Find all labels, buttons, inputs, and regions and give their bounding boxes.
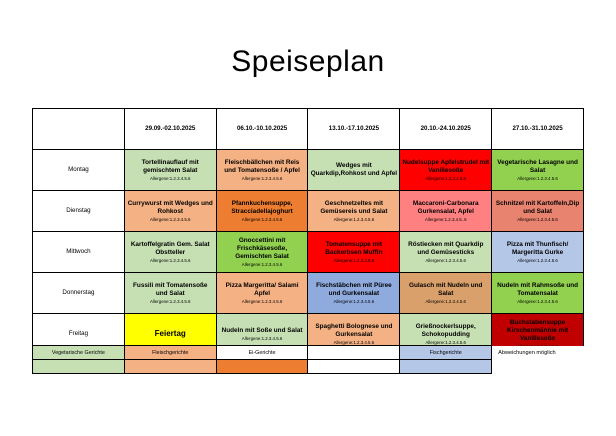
menu-cell-montag-w1 xyxy=(124,150,216,191)
allergens: Allergene:1.2.3.4.5.6 xyxy=(333,216,375,222)
dish-name: Gulasch mit Nudeln und Salat xyxy=(408,281,483,297)
day-label-mittwoch: Mittwoch xyxy=(33,232,125,273)
dish-name: Tortellinauflauf mit gemischtem Salat xyxy=(141,158,199,174)
allergens: Allergene:1.2.3.4.5.6 xyxy=(333,339,375,345)
dish-name: Maccaroni-Carbonara Gurkensalat, Apfel xyxy=(412,199,479,215)
allergens: Allergene:1.2.3.4.5.6 xyxy=(149,257,191,263)
allergens: Allergene:1.2.3.4.5.6 xyxy=(425,175,466,181)
header-blank-cell xyxy=(33,109,125,150)
legend-swatch-vegetarisch xyxy=(33,360,125,374)
dish-name: Schnitzel mit Kartoffeln,Dip und Salat xyxy=(495,199,580,215)
allergens: Allergene:1.2.3.4.5..6 xyxy=(424,216,467,222)
dish-name: Nudeln mit Rahmsoße und Tomatensalat xyxy=(497,281,579,297)
table-row xyxy=(33,150,584,191)
table-row xyxy=(33,191,584,232)
dish-name: Vegetarische Lasagne und Salat xyxy=(497,158,578,174)
day-label-dienstag: Dienstag xyxy=(33,191,125,232)
table-header-row xyxy=(33,109,584,150)
header-week-5: 27.10.-31.10.2025 xyxy=(492,109,584,150)
allergens: Allergene:1.2.3.4.5.6 xyxy=(149,175,191,181)
dish-name: Grießnockerlsuppe, Schokopudding xyxy=(415,322,476,338)
dish-name: Fischstäbchen mit Püree und Gurkensalat xyxy=(316,281,392,297)
legend-vegetarisch: Vegetarische Gerichte xyxy=(33,346,125,360)
legend-swatch-empty xyxy=(308,360,400,374)
allergens: Allergene:1.2.3.4.5.6 xyxy=(333,257,375,263)
menu-cell-dienstag-w4 xyxy=(400,191,492,232)
allergens: Allergene:1.2.3.4.5.6 xyxy=(425,257,466,263)
menu-cell-dienstag-w1 xyxy=(124,191,216,232)
dish-name: Geschnetzeltes mit Gemüsereis und Salat xyxy=(320,199,388,215)
dish-name: Pizza mit Thunfisch/ Margeritta Gurke xyxy=(506,240,569,256)
allergens: Allergene:1.2.3.4.5.6 xyxy=(241,261,283,267)
dish-name: Kartoffelgratin Gem. Salat Obstteller xyxy=(130,240,210,256)
menu-cell-mittwoch-w3 xyxy=(308,232,400,273)
dish-name: Tomatensuppe mit Backerbsen Muffin xyxy=(325,240,383,256)
menu-cell-donnerstag-w3 xyxy=(308,273,400,314)
allergens: Allergene:1.2.3.4.5.6 xyxy=(517,216,558,222)
dish-name: Fussili mit Tomatensoße und Salat xyxy=(133,281,208,297)
allergens: Allergene:1.2.3.4.5.6 xyxy=(425,339,466,345)
menu-cell-donnerstag-w2 xyxy=(216,273,308,314)
allergens: Allergene:1.2.3.4.5.6 xyxy=(241,298,283,304)
menu-cell-donnerstag-w5 xyxy=(492,273,584,314)
dish-name: Nudelsuppe Apfelstrudel mit Vanillesoße xyxy=(402,158,490,174)
allergens: Allergene:1.2.3.4.5.6 xyxy=(241,216,283,222)
dish-name: Buchstabensuppe Kirschenmännie mit Vanillesoße xyxy=(507,318,569,342)
header-week-4: 20.10.-24.10.2025 xyxy=(400,109,492,150)
dish-name: Feiertag xyxy=(154,328,186,338)
legend-table xyxy=(32,345,584,374)
legend-fleisch: Fleischgerichte xyxy=(124,346,216,360)
dish-name: Röstiecken mit Quarkdip und Gemüsesticks xyxy=(408,240,484,256)
table-row xyxy=(33,273,584,314)
legend-fisch: Fischgerichte xyxy=(400,346,492,360)
menu-cell-mittwoch-w1 xyxy=(124,232,216,273)
header-week-1: 29.09.-02.10.2025 xyxy=(124,109,216,150)
dish-name: Fleischbällchen mit Reis und Tomatensoße / Apfel xyxy=(224,158,300,174)
allergens: Allergene:1.2.3.4.5.6 xyxy=(241,335,283,341)
menu-cell-donnerstag-w1 xyxy=(124,273,216,314)
legend-swatch-fisch xyxy=(400,360,492,374)
menu-cell-mittwoch-w4 xyxy=(400,232,492,273)
menu-cell-dienstag-w5 xyxy=(492,191,584,232)
allergens: Allergene:1.2.3.4.5.6 xyxy=(149,216,191,222)
legend-ei: Ei-Gerichte xyxy=(216,346,308,360)
legend-row-colors xyxy=(33,360,584,374)
menu-cell-montag-w3 xyxy=(308,150,400,191)
dish-name: Wedges mit Quarkdip,Rohkost und Apfel xyxy=(310,161,398,177)
legend-spacer xyxy=(492,360,584,374)
dish-name: Gnoccettini mit Frischkäsesoße, Gemischten Salat xyxy=(235,236,289,260)
day-label-freitag: Freitag xyxy=(33,314,125,355)
allergens: Allergene:1.2.3.4.5.6 xyxy=(517,298,558,304)
menu-cell-mittwoch-w5 xyxy=(492,232,584,273)
legend-swatch-fleisch xyxy=(124,360,216,374)
allergens: Allergene:1.2.3.4.5.6 xyxy=(149,298,191,304)
day-label-donnerstag: Donnerstag xyxy=(33,273,125,314)
allergens: Allergene:1.2.3.4.5.6 xyxy=(517,257,558,263)
dish-name: Nudeln mit Soße und Salat xyxy=(221,326,303,334)
table-row xyxy=(33,232,584,273)
header-week-2: 06.10.-10.10.2025 xyxy=(216,109,308,150)
dish-name: Spaghetti Bolognese und Gurkensalat xyxy=(315,322,393,338)
dish-name: Pfannkuchensuppe, Stracciadellajoghurt xyxy=(231,199,293,215)
allergens: Allergene:1.2.3.4.5.6 xyxy=(517,175,558,181)
menu-cell-dienstag-w3 xyxy=(308,191,400,232)
legend-row xyxy=(33,346,584,360)
header-week-3: 13.10.-17.10.2025 xyxy=(308,109,400,150)
menu-cell-montag-w4 xyxy=(400,150,492,191)
dish-name: Pizza Margeritta/ Salami Apfel xyxy=(225,281,299,297)
menu-cell-dienstag-w2 xyxy=(216,191,308,232)
menu-cell-montag-w5 xyxy=(492,150,584,191)
day-label-montag: Montag xyxy=(33,150,125,191)
menu-cell-montag-w2 xyxy=(216,150,308,191)
allergens: Allergene:1.2.3.4.5.6 xyxy=(425,298,466,304)
legend-note: Abweichungen möglich xyxy=(492,346,584,360)
legend-empty xyxy=(308,346,400,360)
menu-cell-donnerstag-w4 xyxy=(400,273,492,314)
legend-swatch-ei xyxy=(216,360,308,374)
menu-table xyxy=(32,108,584,355)
page-title: Speiseplan xyxy=(231,45,385,78)
dish-name: Currywurst mit Wedges und Rohkost xyxy=(127,199,213,215)
allergens: Allergene:1.2.3.4.5.6 xyxy=(333,298,375,304)
menu-cell-mittwoch-w2 xyxy=(216,232,308,273)
allergens: Allergene:1.2.3.4.5.6 xyxy=(241,175,283,181)
